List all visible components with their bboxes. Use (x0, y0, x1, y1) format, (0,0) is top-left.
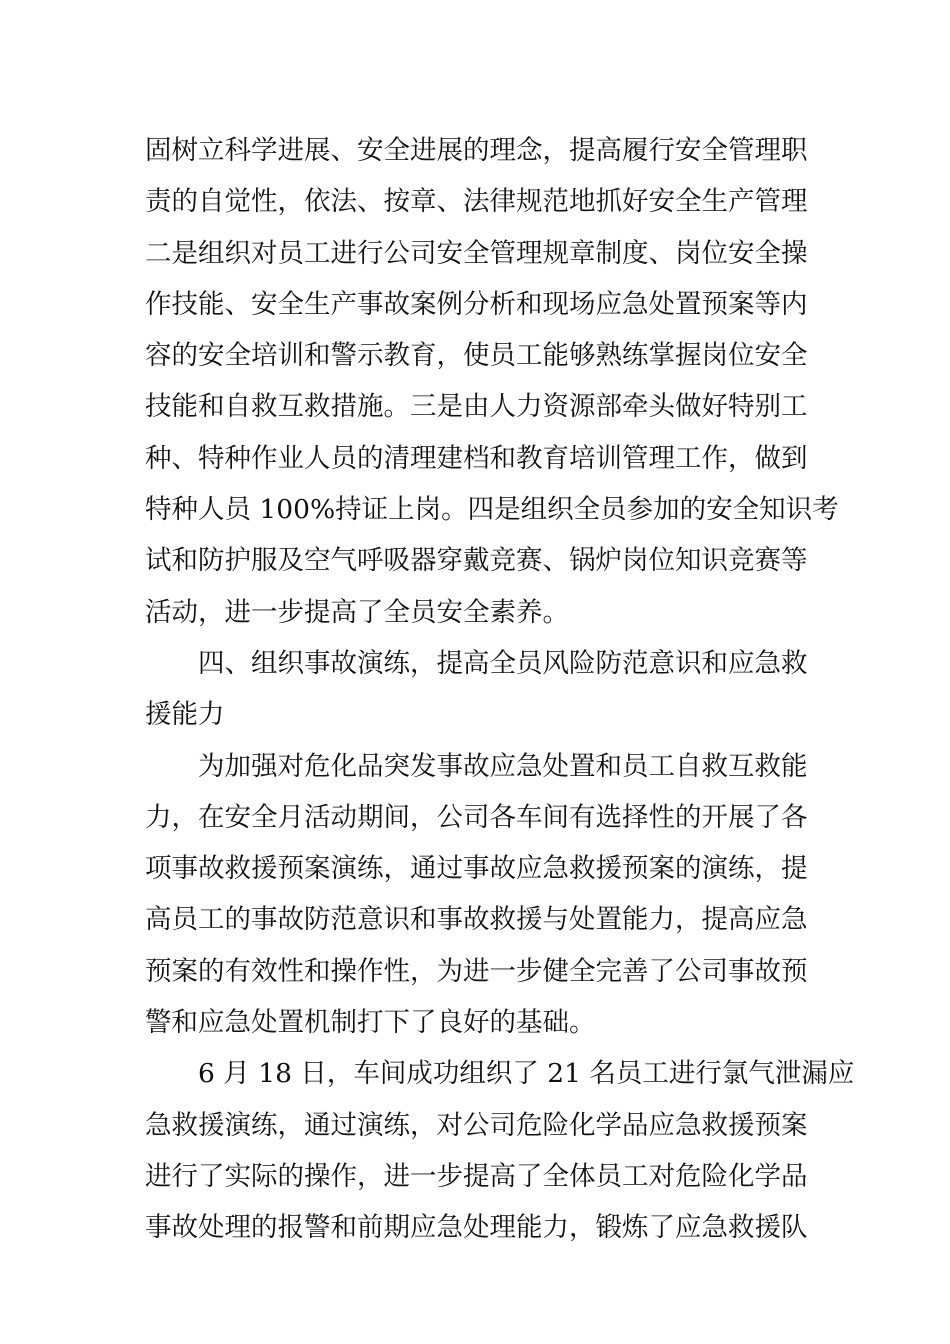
text-line: 力，在安全月活动期间，公司各车间有选择性的开展了各 (145, 801, 808, 833)
text-line: 6 月 18 日，车间成功组织了 21 名员工进行氯气泄漏应 (198, 1058, 855, 1090)
text-line: 二是组织对员工进行公司安全管理规章制度、岗位安全操 (145, 237, 808, 269)
text-line: 试和防护服及空气呼吸器穿戴竞赛、锅炉岗位知识竞赛等 (145, 545, 808, 577)
text-line: 种、特种作业人员的清理建档和教育培训管理工作，做到 (145, 442, 808, 474)
text-line: 责的自觉性，依法、按章、法律规范地抓好安全生产管理 (145, 186, 808, 218)
text-line: 高员工的事故防范意识和事故救援与处置能力，提高应急 (145, 904, 808, 936)
text-line: 为加强对危化品突发事故应急处置和员工自救互救能 (198, 750, 808, 782)
text-line: 进行了实际的操作，进一步提高了全体员工对危险化学品 (145, 1160, 808, 1192)
text-line: 固树立科学进展、安全进展的理念，提高履行安全管理职 (145, 135, 808, 166)
body-text (145, 125, 855, 1254)
text-line: 援能力 (145, 699, 225, 731)
text-line: 四、组织事故演练，提高全员风险防范意识和应急救 (198, 647, 808, 679)
text-line: 急救援演练，通过演练，对公司危险化学品应急救援预案 (145, 1109, 808, 1141)
text-line: 事故处理的报警和前期应急处理能力，锻炼了应急救援队 (145, 1212, 808, 1244)
text-line: 容的安全培训和警示教育，使员工能够熟练掌握岗位安全 (145, 340, 808, 372)
text-line: 特种人员 100%持证上岗。四是组织全员参加的安全知识考 (145, 494, 839, 526)
text-line: 预案的有效性和操作性，为进一步健全完善了公司事故预 (145, 955, 808, 987)
text-line: 警和应急处置机制打下了良好的基础。 (145, 1007, 596, 1039)
text-line: 作技能、安全生产事故案例分析和现场应急处置预案等内 (145, 288, 808, 320)
text-line: 项事故救援预案演练，通过事故应急救援预案的演练，提 (145, 853, 808, 885)
text-line: 技能和自救互救措施。三是由人力资源部牵头做好特别工 (145, 391, 808, 423)
text-line: 活动，进一步提高了全员安全素养。 (145, 596, 569, 628)
